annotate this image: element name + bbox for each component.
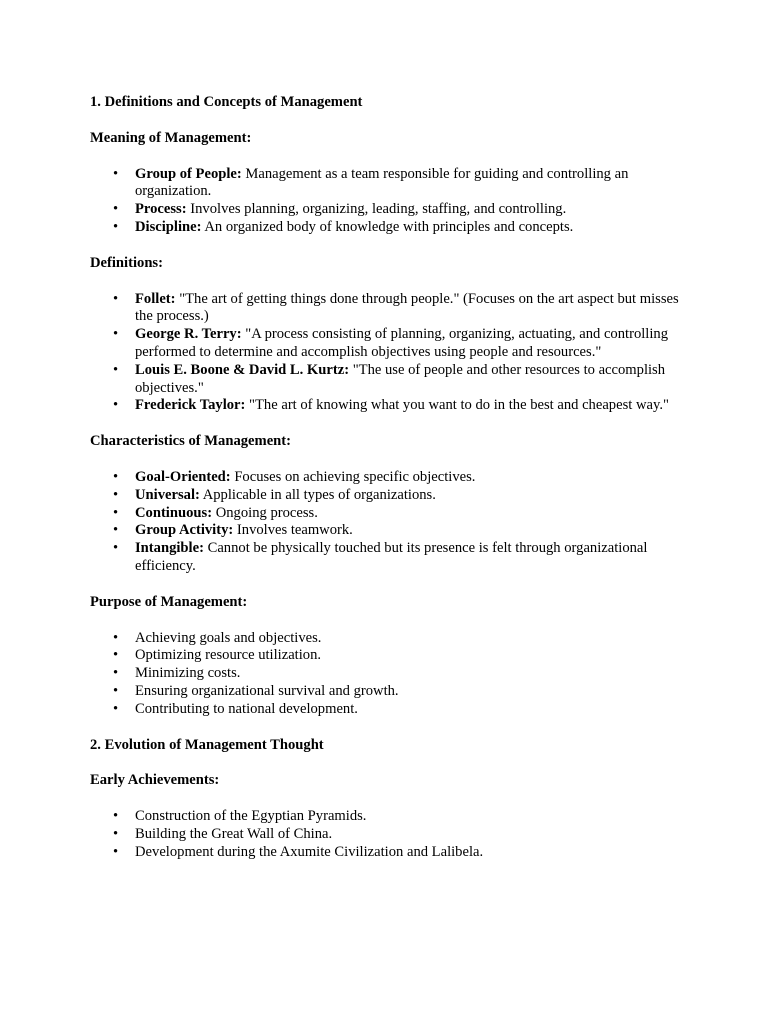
purpose-list [90, 630, 680, 719]
subsection-title-meaning: Meaning of Management: [90, 129, 252, 146]
item-term: Intangible: [135, 540, 204, 557]
item-term: Louis E. Boone & David L. Kurtz: [135, 361, 350, 378]
meaning-list [90, 166, 680, 237]
item-term: Frederick Taylor: [135, 397, 246, 414]
item-text: Involves teamwork. [236, 522, 353, 539]
list-item [135, 326, 680, 362]
list-item [135, 505, 680, 523]
list-item [135, 219, 680, 237]
list-item: • Contributing to national development. [135, 701, 680, 719]
subsection-title-definitions: Definitions: [90, 254, 163, 271]
subsection-title-characteristics: Characteristics of Management: [90, 433, 292, 450]
item-term: Process: [135, 201, 187, 218]
item-term: Group of People: [135, 165, 242, 182]
list-item [135, 362, 680, 398]
document-page [90, 94, 680, 880]
list-item: • Development during the Axumite Civilization and Lalibela. [135, 844, 680, 862]
list-item: • Minimizing costs. [135, 665, 680, 683]
section-title: 2. Evolution of Management Thought [90, 736, 324, 753]
item-text: Ongoing process. [215, 504, 318, 521]
item-term: Continuous: [135, 504, 213, 521]
item-term: Goal-Oriented: [135, 468, 231, 485]
item-text: Management as a team responsible for guiding and controlling an organization. [135, 165, 629, 200]
item-term: Follet: [135, 290, 176, 307]
characteristics-list [90, 469, 680, 576]
list-item [135, 397, 680, 415]
item-text: "The art of getting things done through people." (Focuses on the art aspect but misses the process.) [135, 290, 679, 325]
list-item: • Achieving goals and objectives. [135, 630, 680, 648]
item-text: An organized body of knowledge with principles and concepts. [204, 218, 574, 235]
list-item: • Ensuring organizational survival and growth. [135, 683, 680, 701]
early-achievements-list [90, 808, 680, 861]
item-text: Cannot be physically touched but its presence is felt through organizational efficiency. [135, 540, 648, 574]
item-text: Focuses on achieving specific objectives. [234, 468, 476, 485]
item-text: "A process consisting of planning, organizing, actuating, and controlling performed to determine and accomplish objectives using people and resources." [135, 326, 668, 360]
list-item: • Building the Great Wall of China. [135, 826, 680, 844]
list-item [135, 540, 680, 576]
list-item [135, 469, 680, 487]
item-text: "The art of knowing what you want to do in the best and cheapest way." [249, 397, 669, 414]
list-item [135, 201, 680, 219]
item-term: Group Activity: [135, 522, 234, 539]
item-text: Applicable in all types of organizations. [202, 486, 436, 503]
subsection-title-early-achievements: Early Achievements: [90, 772, 220, 789]
section-title: 1. Definitions and Concepts of Management [90, 94, 363, 110]
subsection-title-purpose: Purpose of Management: [90, 593, 248, 610]
item-term: George R. Terry: [135, 326, 242, 343]
list-item [135, 487, 680, 505]
list-item [135, 291, 680, 327]
list-item [135, 522, 680, 540]
item-text: Involves planning, organizing, leading, staffing, and controlling. [190, 201, 567, 218]
item-text: "The use of people and other resources to accomplish objectives." [135, 361, 666, 396]
item-term: Discipline: [135, 218, 202, 235]
list-item: • Optimizing resource utilization. [135, 647, 680, 665]
list-item [135, 166, 680, 202]
list-item: • Construction of the Egyptian Pyramids. [135, 808, 680, 826]
item-term: Universal: [135, 486, 200, 503]
definitions-list [90, 291, 680, 416]
